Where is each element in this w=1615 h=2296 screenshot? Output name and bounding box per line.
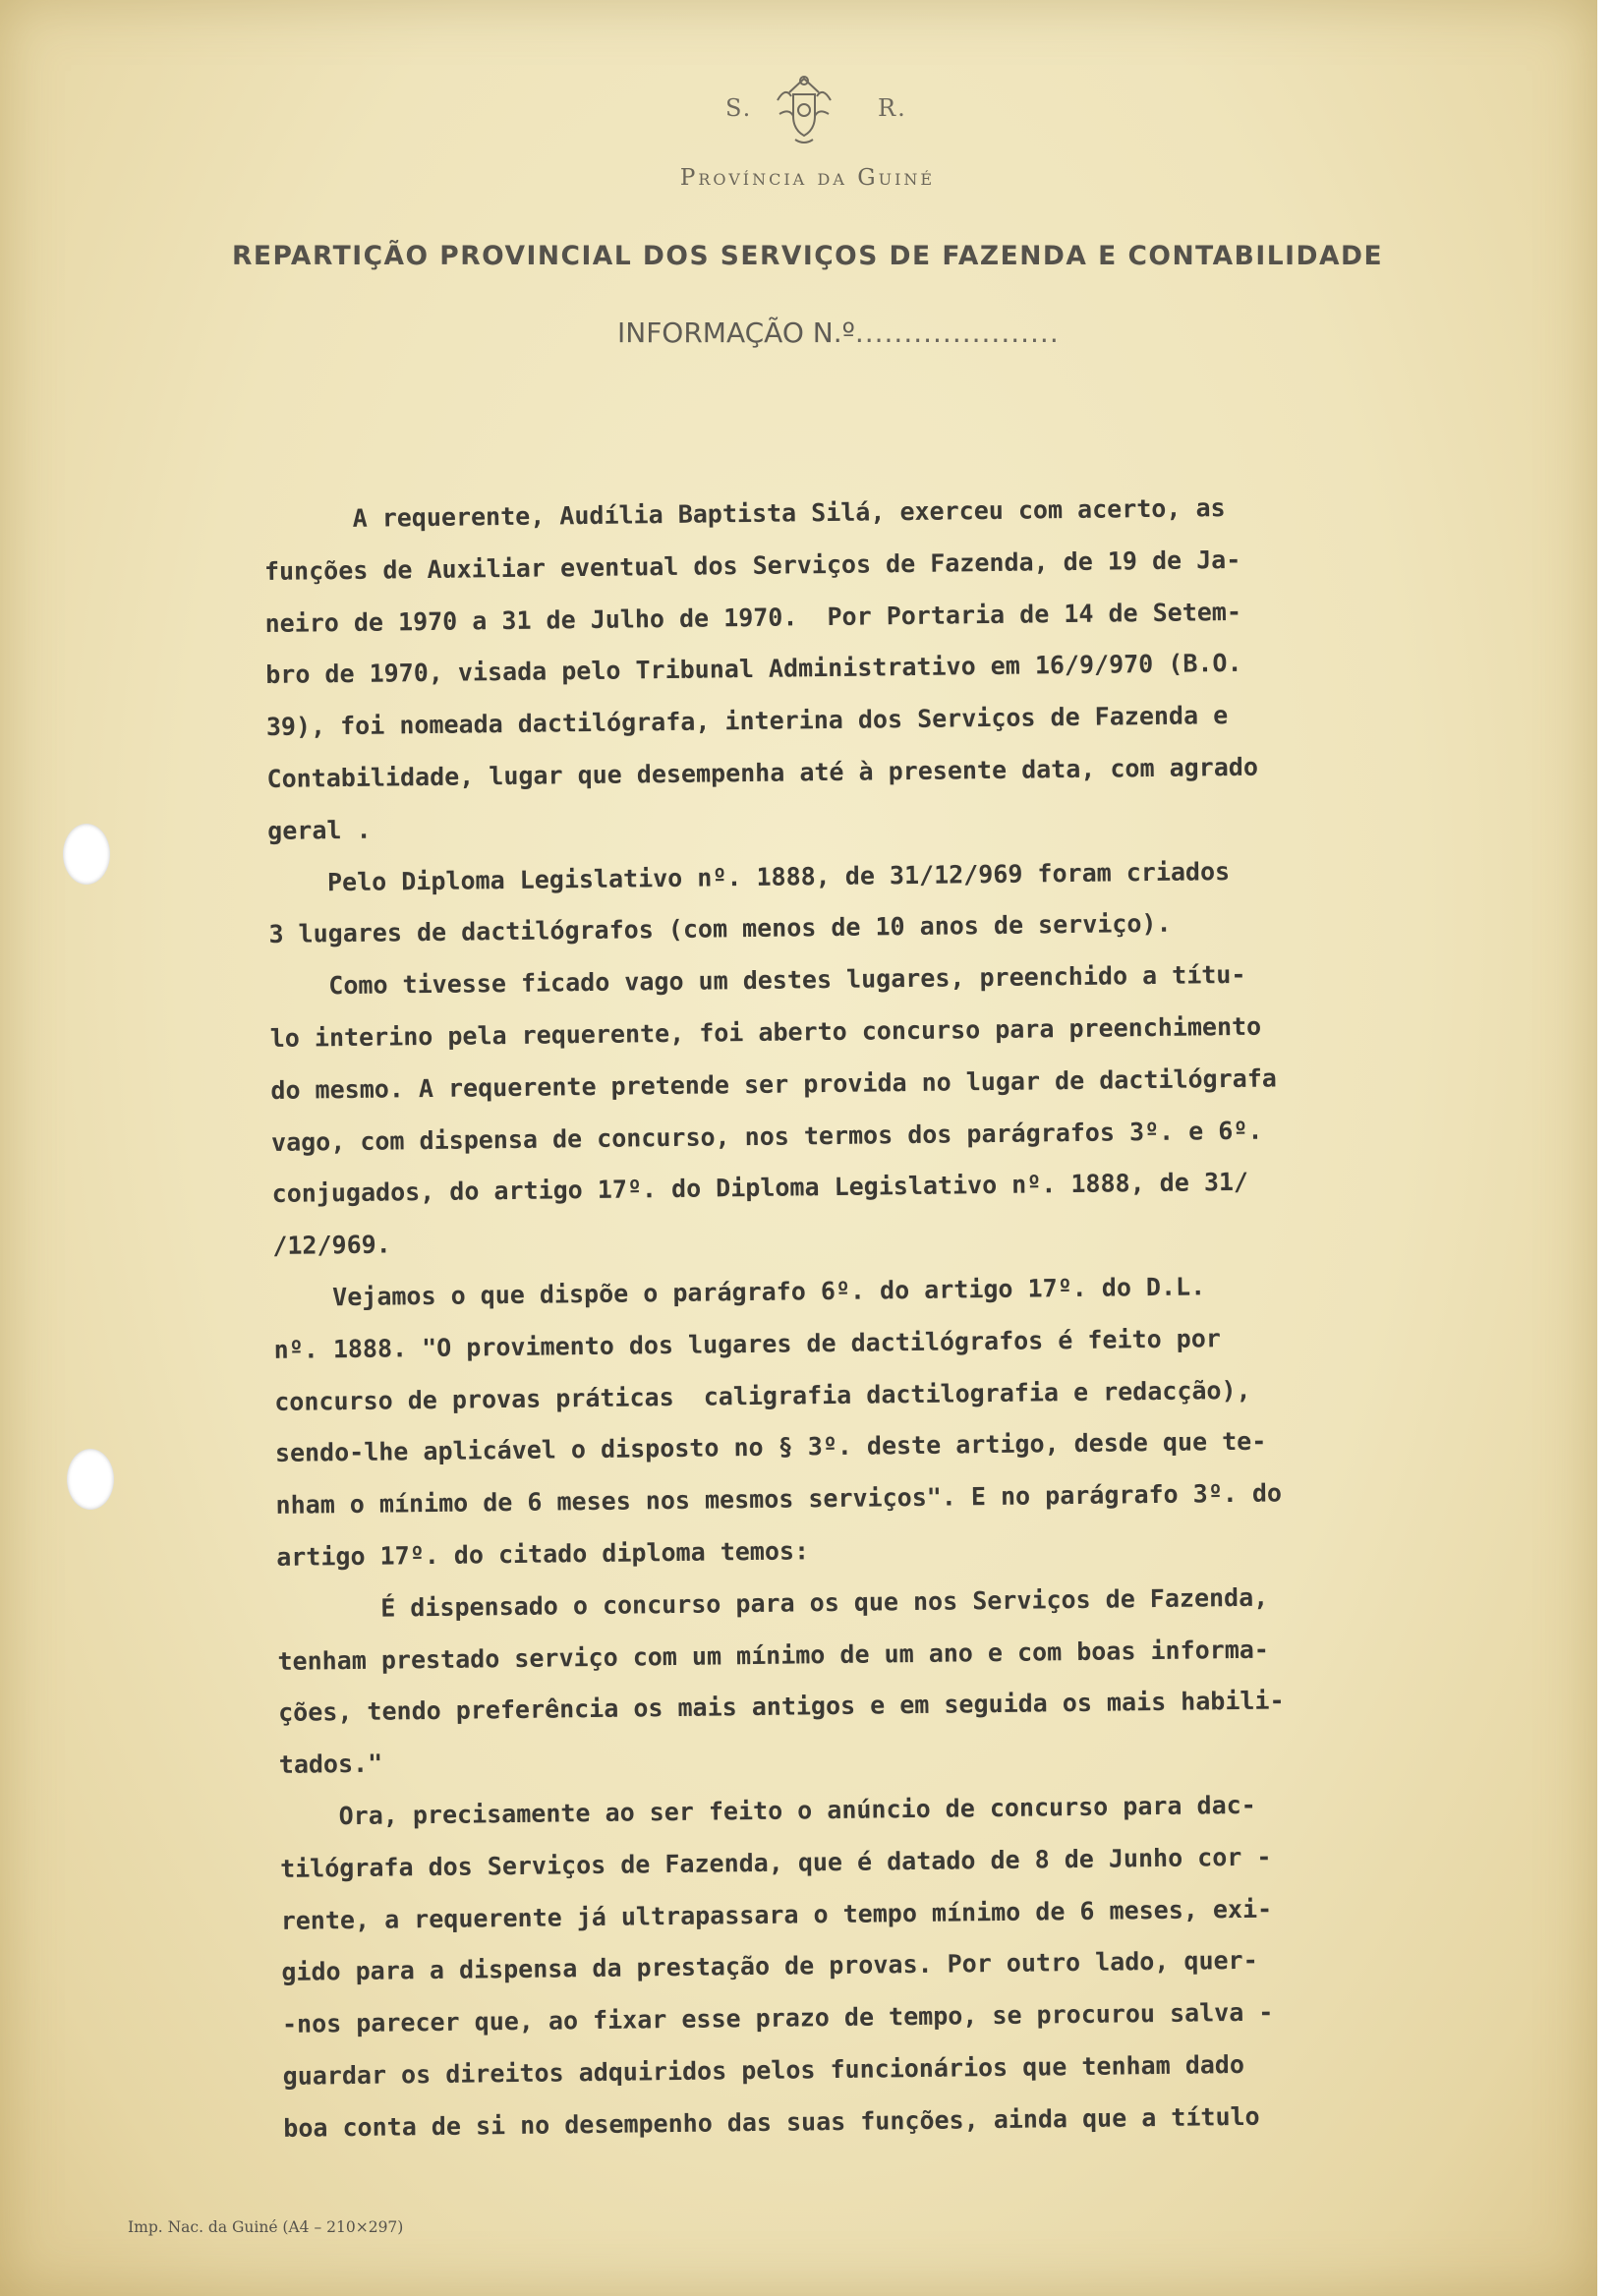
body-line: tilógrafa dos Serviços de Fazenda, que é datado de 8 de Junho cor - [279, 1842, 1272, 1883]
header-right-mark: R. [878, 94, 907, 122]
body-line: nº. 1888. "O provimento dos lugares de dactilógrafos é feito por [273, 1323, 1222, 1364]
body-line: 3 lugares de dactilógrafos (com menos de 10 anos de serviço). [268, 909, 1172, 949]
info-label: INFORMAÇÃO N.º [617, 316, 855, 349]
printer-imprint: Imp. Nac. da Guiné (A4 – 210×297) [128, 2218, 404, 2236]
body-line: nham o mínimo de 6 meses nos mesmos serviços". E no parágrafo 3º. do [275, 1478, 1283, 1521]
body-line: A requerente, Audília Baptista Silá, exerceu com acerto, as [263, 493, 1226, 534]
body-line: Ora, precisamente ao ser feito o anúncio de concurso para dac- [279, 1790, 1256, 1831]
body-line: Vejamos o que dispõe o parágrafo 6º. do artigo 17º. do D.L. [272, 1272, 1206, 1312]
body-line: boa conta de si no desempenho das suas funções, ainda que a título [283, 2101, 1260, 2143]
body-line: lo interino pela requerente, foi aberto concurso para preenchimento [269, 1011, 1262, 1053]
body-line: concurso de provas práticas caligrafia dactilografia e redacção), [274, 1375, 1251, 1416]
header-left-mark: S. [725, 94, 753, 122]
body-line: sendo-lhe aplicável o disposto no § 3º. deste artigo, desde que te- [274, 1426, 1267, 1468]
body-line: ções, tendo preferência os mais antigos e em seguida os mais habili- [277, 1686, 1285, 1728]
body-line: geral . [267, 815, 372, 845]
body-line: rente, a requerente já ultrapassara o tempo mínimo de 6 meses, exi- [280, 1894, 1273, 1935]
body-line: artigo 17º. do citado diploma temos: [276, 1536, 810, 1572]
info-number-blank: ..................... [854, 316, 1060, 349]
body-line: Como tivesse ficado vago um destes lugares, preenchido a títu- [268, 959, 1246, 1002]
body-line: neiro de 1970 a 31 de Julho de 1970. Por Portaria de 14 de Setem- [264, 597, 1242, 638]
body-line: /12/969. [272, 1230, 391, 1261]
body-line: tados." [278, 1749, 383, 1780]
body-line: tenham prestado serviço com um mínimo de um ano e com boas informa- [277, 1635, 1270, 1676]
body-line: gido para a dispensa da prestação de provas. Por outro lado, quer- [281, 1946, 1258, 1987]
body-line: funções de Auxiliar eventual dos Serviços de Fazenda, de 19 de Ja- [263, 545, 1241, 586]
body-line: do mesmo. A requerente pretende ser provida no lugar de dactilógrafa [270, 1063, 1278, 1105]
punch-hole-bottom [67, 1449, 114, 1510]
body-line: guardar os direitos adquiridos pelos funcionários que tenham dado [282, 2049, 1245, 2091]
body-line: Contabilidade, lugar que desempenha até à presente data, com agrado [266, 752, 1259, 793]
information-number-line [617, 316, 1060, 349]
body-line: -nos parecer que, ao fixar esse prazo de tempo, se procurou salva - [281, 1997, 1274, 2038]
body-line: vago, com dispensa de concurso, nos termos dos parágrafos 3º. e 6º. [270, 1116, 1263, 1157]
punch-hole-top [63, 824, 110, 885]
body-line: Pelo Diploma Legislativo nº. 1888, de 31/12/969 foram criados [267, 856, 1231, 897]
department-title: REPARTIÇÃO PROVINCIAL DOS SERVIÇOS DE FAZENDA E CONTABILIDADE [231, 241, 1384, 271]
typed-body-text [263, 479, 1582, 2155]
body-line: conjugados, do artigo 17º. do Diploma Legislativo nº. 1888, de 31/ [271, 1168, 1249, 1209]
province-title: Província da Guiné [679, 165, 936, 191]
body-line: 39), foi nomeada dactilógrafa, interina dos Serviços de Fazenda e [265, 701, 1229, 742]
body-line: É dispensado o concurso para os que nos Serviços de Fazenda, [276, 1582, 1269, 1624]
body-line: bro de 1970, visada pelo Tribunal Administrativo em 16/9/970 (B.O. [265, 649, 1242, 690]
coat-of-arms-emblem [774, 71, 835, 149]
